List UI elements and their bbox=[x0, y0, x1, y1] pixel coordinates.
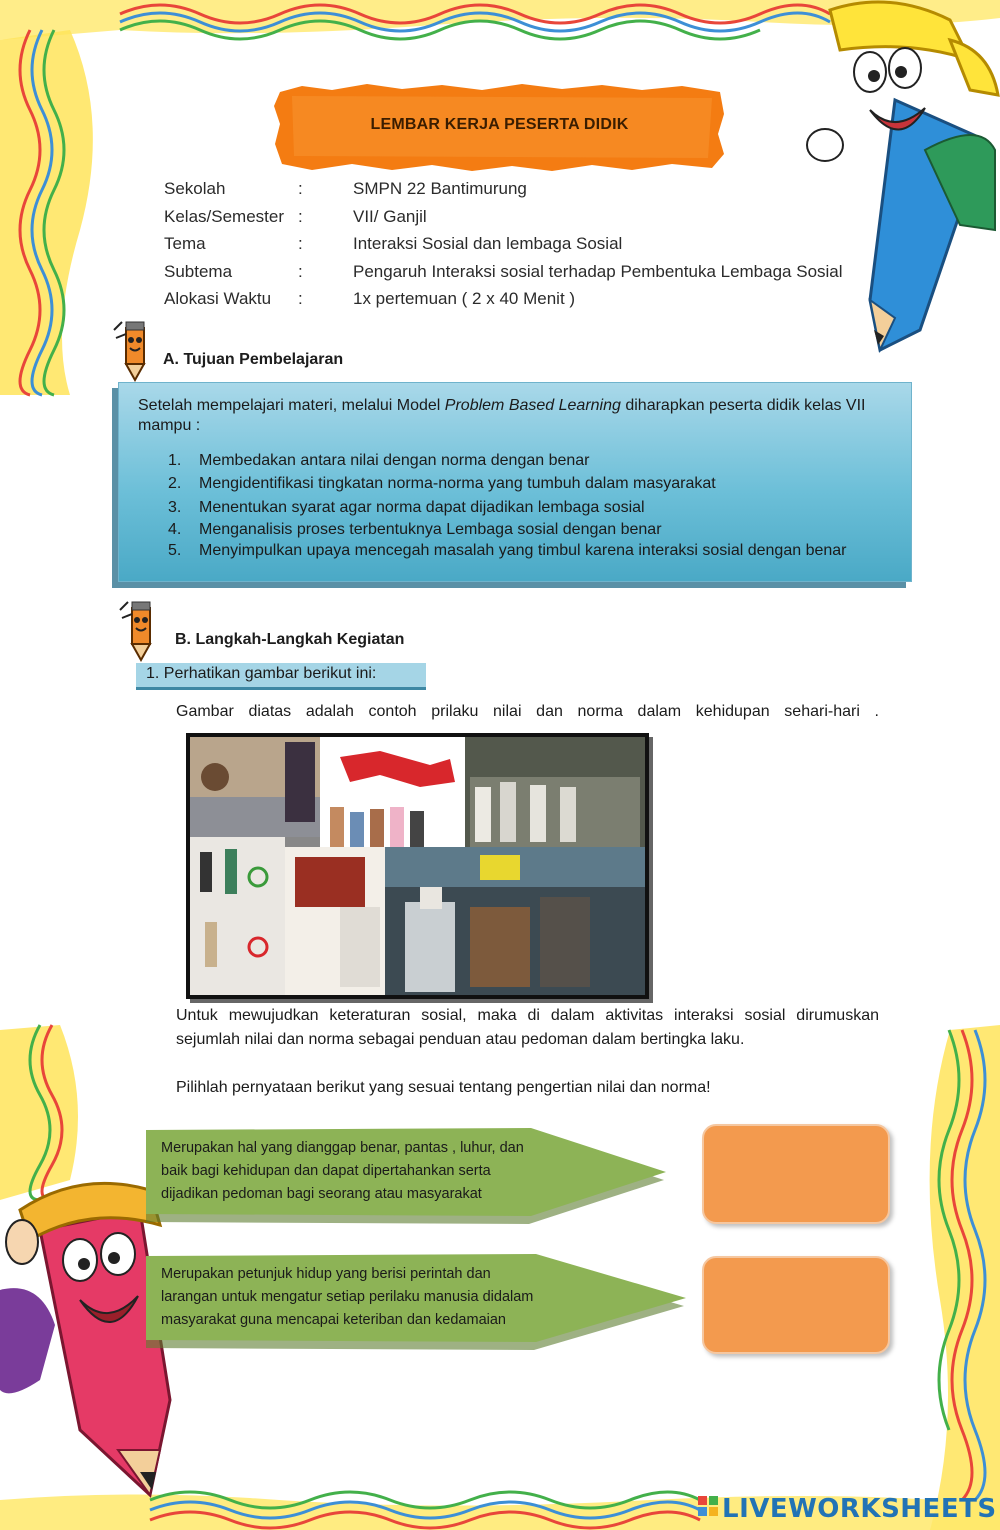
info-value: Pengaruh Interaksi sosial terhadap Pembentuka Lembaga Sosial bbox=[353, 262, 843, 281]
statement-text-norma bbox=[161, 1263, 533, 1332]
list-item bbox=[168, 452, 888, 475]
info-colon: : bbox=[298, 262, 303, 281]
info-value: Interaksi Sosial dan lembaga Sosial bbox=[353, 234, 623, 253]
item-text: Membedakan antara nilai dengan norma dengan benar bbox=[199, 452, 590, 469]
pencil-character-icon bbox=[118, 598, 162, 662]
info-label: Alokasi Waktu bbox=[164, 289, 272, 308]
pencil-character-icon bbox=[112, 318, 156, 382]
objectives-list bbox=[168, 452, 888, 561]
info-label: Subtema bbox=[164, 262, 233, 281]
info-label: Tema bbox=[164, 234, 206, 253]
info-colon: : bbox=[298, 234, 303, 253]
blue-pencil-mascot bbox=[800, 0, 1000, 360]
item-text: Mengidentifikasi tingkatan norma-norma yang tumbuh dalam masyarakat bbox=[199, 475, 716, 492]
list-item bbox=[168, 521, 888, 541]
section-a-title: A. Tujuan Pembelajaran bbox=[163, 351, 344, 368]
item-number: 5. bbox=[168, 542, 182, 559]
info-value: SMPN 22 Bantimurung bbox=[353, 179, 527, 198]
section-b-title: B. Langkah-Langkah Kegiatan bbox=[175, 631, 405, 648]
answer-box-1[interactable] bbox=[702, 1124, 890, 1224]
step-1-label: 1. Perhatikan gambar berikut ini: bbox=[146, 665, 377, 682]
item-number: 3. bbox=[168, 499, 182, 516]
list-item bbox=[168, 499, 888, 521]
info-colon: : bbox=[298, 289, 303, 308]
item-text: Menentukan syarat agar norma dapat dijadikan lembaga sosial bbox=[199, 499, 645, 516]
collage-photo bbox=[186, 733, 649, 999]
statement-line: Merupakan hal yang dianggap benar, pantas , luhur, dan bbox=[161, 1140, 524, 1156]
statement-line: baik bagi kehidupan dan dapat dipertahankan serta bbox=[161, 1163, 491, 1179]
watermark-text: LIVEWORKSHEETS bbox=[722, 1494, 997, 1524]
item-text: Menyimpulkan upaya mencegah masalah yang timbul karena interaksi sosial dengan benar bbox=[199, 542, 847, 559]
info-value: 1x pertemuan ( 2 x 40 Menit ) bbox=[353, 289, 576, 308]
instruction-text: Pilihlah pernyataan berikut yang sesuai tentang pengertian nilai dan norma! bbox=[176, 1079, 711, 1096]
item-number: 4. bbox=[168, 521, 182, 538]
statement-line: Merupakan petunjuk hidup yang berisi perintah dan bbox=[161, 1266, 491, 1282]
list-item bbox=[168, 475, 888, 499]
info-colon: : bbox=[298, 179, 303, 198]
info-label: Sekolah bbox=[164, 179, 226, 198]
item-text: Menganalisis proses terbentuknya Lembaga sosial dengan benar bbox=[199, 521, 662, 538]
intro-text: Setelah mempelajari materi, melalui Model bbox=[138, 397, 445, 414]
statement-text-nilai bbox=[161, 1137, 524, 1206]
picture-caption: Gambar diatas adalah contoh prilaku nilai dan norma dalam kehidupan sehari-hari . bbox=[176, 703, 879, 720]
page-title: LEMBAR KERJA PESERTA DIDIK bbox=[370, 116, 629, 133]
liveworksheets-logo-icon bbox=[696, 1494, 720, 1524]
objectives-intro bbox=[138, 396, 878, 436]
intro-paragraph: Untuk mewujudkan keteraturan sosial, maka di dalam aktivitas interaksi sosial dirumuskan sejumlah nilai dan norma sebagai penduan atau pedoman dalam bertingka laku. bbox=[176, 1007, 879, 1048]
intro-text: diharapkan peserta didik kelas VII mampu : bbox=[138, 397, 866, 434]
statement-line: masyarakat guna mencapai keteriban dan kedamaian bbox=[161, 1312, 506, 1328]
info-colon: : bbox=[298, 207, 303, 226]
item-number: 2. bbox=[168, 475, 182, 492]
model-name: Problem Based Learning bbox=[444, 397, 621, 414]
collage-image bbox=[190, 737, 645, 995]
item-number: 1. bbox=[168, 452, 182, 469]
statement-line: larangan untuk mengatur setiap perilaku manusia didalam bbox=[161, 1289, 534, 1305]
list-item bbox=[168, 541, 889, 561]
info-value: VII/ Ganjil bbox=[353, 207, 427, 226]
info-label: Kelas/Semester bbox=[164, 207, 284, 226]
statement-line: dijadikan pedoman bagi seorang atau masyarakat bbox=[161, 1186, 482, 1202]
answer-box-2[interactable] bbox=[702, 1256, 890, 1354]
